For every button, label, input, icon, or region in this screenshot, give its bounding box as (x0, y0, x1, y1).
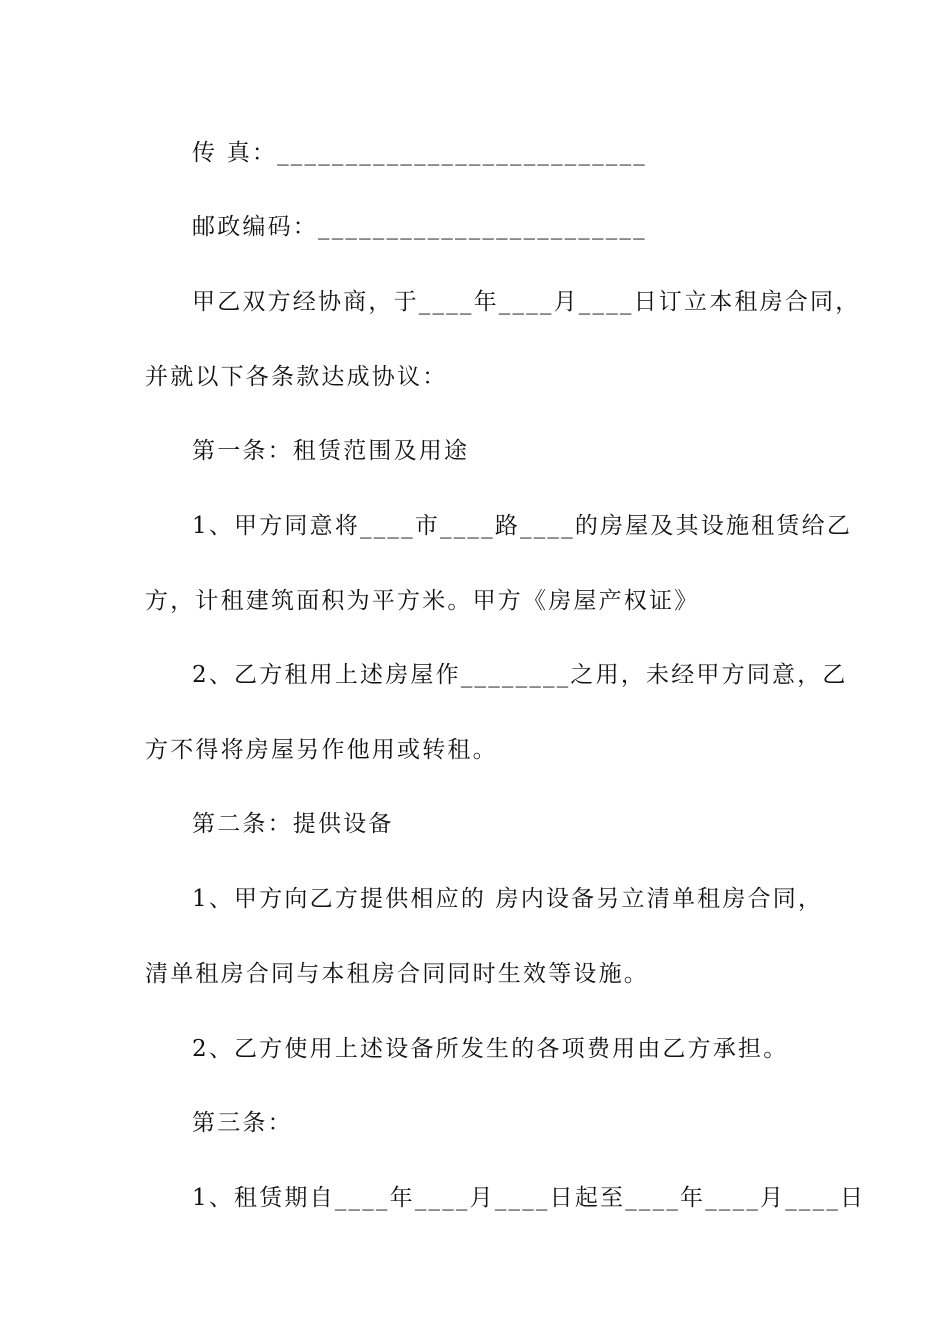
article-1-clause-1-line-2: 方，计租建筑面积为平方米。甲方《房屋产权证》 (145, 588, 700, 614)
article-3-clause-1-line-1: 1、租赁期自____年____月____日起至____年____月____日 (192, 1185, 866, 1211)
article-1-clause-2-line-2: 方不得将房屋另作他用或转租。 (145, 737, 498, 763)
article-2-clause-2-line-1: 2、乙方使用上述设备所发生的各项费用由乙方承担。 (192, 1036, 789, 1062)
fax-field-line: 传 真：___________________________ (192, 140, 648, 166)
article-2-clause-1-line-2: 清单租房合同与本租房合同同时生效等设施。 (145, 961, 649, 987)
article-1-heading: 第一条：租赁范围及用途 (192, 438, 470, 464)
article-1-clause-2-line-1: 2、乙方租用上述房屋作________之用，未经甲方同意，乙 (192, 662, 848, 688)
agreement-intro-line-1: 甲乙双方经协商，于____年____月____日订立本租房合同， (192, 289, 861, 315)
article-1-clause-1-line-1: 1、甲方同意将____市____路____的房屋及其设施租赁给乙 (192, 513, 853, 539)
postal-code-field-line: 邮政编码：________________________ (192, 214, 647, 240)
article-3-heading: 第三条： (192, 1110, 293, 1136)
article-2-heading: 第二条：提供设备 (192, 811, 394, 837)
article-2-clause-1-line-1: 1、甲方向乙方提供相应的 房内设备另立清单租房合同， (192, 886, 824, 912)
agreement-intro-line-2: 并就以下各条款达成协议： (145, 364, 448, 390)
